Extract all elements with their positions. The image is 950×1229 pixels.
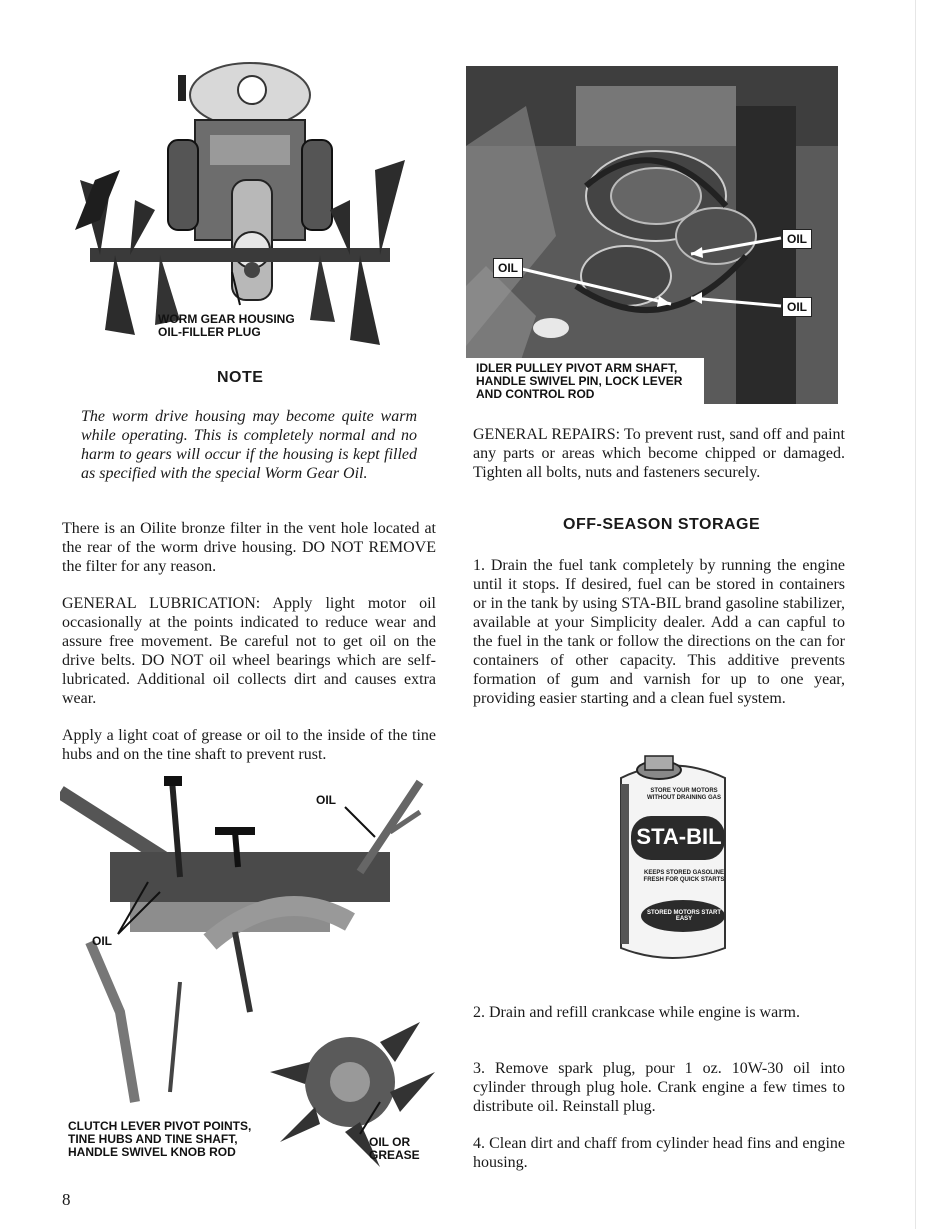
handle-lubrication-figure xyxy=(60,772,440,1172)
stabil-brand: STA-BIL xyxy=(636,824,722,849)
idler-oil-label-right-top: OIL xyxy=(782,229,812,249)
stabil-can-illustration xyxy=(607,748,737,970)
off-season-storage-heading: OFF-SEASON STORAGE xyxy=(563,516,761,533)
grease-paragraph: Apply a light coat of grease or oil to the inside of the tine hubs and on the tine shaft to prevent rust. xyxy=(62,727,436,763)
page-number: 8 xyxy=(62,1190,71,1209)
storage-step-4: 4. Clean dirt and chaff from cylinder head fins and engine housing. xyxy=(473,1135,845,1171)
storage-step-1: 1. Drain the fuel tank completely by running the engine until it stops. If desired, fuel can be stored in containers or in the tank by using STA-BIL brand gasoline stabilizer, available at your Simplicity dealer. Add a can capful to the fuel in the tank or follow the directions on the can for containers of other capacity. This additive prevents formation of gum and varnish for up to one year, providing easier starting and a clean fuel system. xyxy=(473,557,845,707)
stabil-oval-text: STORED MOTORS START EASY xyxy=(646,910,721,922)
handle-caption: CLUTCH LEVER PIVOT POINTS, TINE HUBS AND TINE SHAFT, HANDLE SWIVEL KNOB ROD xyxy=(68,1119,252,1159)
worm-gear-figure xyxy=(60,60,420,360)
handle-oil-grease-label: OIL OR GREASE xyxy=(369,1135,420,1162)
idler-caption: IDLER PULLEY PIVOT ARM SHAFT, HANDLE SWIVEL PIN, LOCK LEVER AND CONTROL ROD xyxy=(476,361,683,401)
note-heading: NOTE xyxy=(217,369,264,386)
stabil-top-text: STORE YOUR MOTORS WITHOUT DRAINING GAS xyxy=(647,788,721,801)
storage-step-3: 3. Remove spark plug, pour 1 oz. 10W-30 oil into cylinder through plug hole. Crank engine a few times to distribute oil. Reinstall plug. xyxy=(473,1060,845,1115)
handle-illustration xyxy=(60,772,440,1172)
page-edge-line xyxy=(915,0,916,1229)
stabil-mid-text: KEEPS STORED GASOLINE FRESH FOR QUICK STARTS xyxy=(643,870,725,883)
handle-oil-label-top: OIL xyxy=(316,793,336,807)
worm-gear-caption: WORM GEAR HOUSING OIL-FILLER PLUG xyxy=(158,312,295,339)
stabil-can-figure xyxy=(607,748,737,970)
handle-oil-label-left: OIL xyxy=(92,934,112,948)
filter-paragraph: There is an Oilite bronze filter in the vent hole located at the rear of the worm drive housing. DO NOT REMOVE the filter for any reason. xyxy=(62,520,436,575)
idler-pulley-figure xyxy=(466,66,838,404)
idler-oil-label-left: OIL xyxy=(493,258,523,278)
general-lubrication-paragraph: GENERAL LUBRICATION: Apply light motor oil occasionally at the points indicated to reduce wear and assure free movement. Be careful not to get oil on the drive belts. DO NOT oil wheel bearings which are self-lubricated. Additional oil collects dirt and causes extra wear. xyxy=(62,595,436,707)
general-repairs-paragraph: GENERAL REPAIRS: To prevent rust, sand off and paint any parts or areas which become chipped or damaged. Tighten all bolts, nuts and fasteners securely. xyxy=(473,426,845,481)
idler-oil-label-right-bottom: OIL xyxy=(782,297,812,317)
storage-step-2: 2. Drain and refill crankcase while engine is warm. xyxy=(473,1004,800,1021)
note-text: The worm drive housing may become quite warm while operating. This is completely normal and no harm to gears will occur if the housing is kept filled as specified with the special Worm Gear Oil. xyxy=(81,408,417,482)
